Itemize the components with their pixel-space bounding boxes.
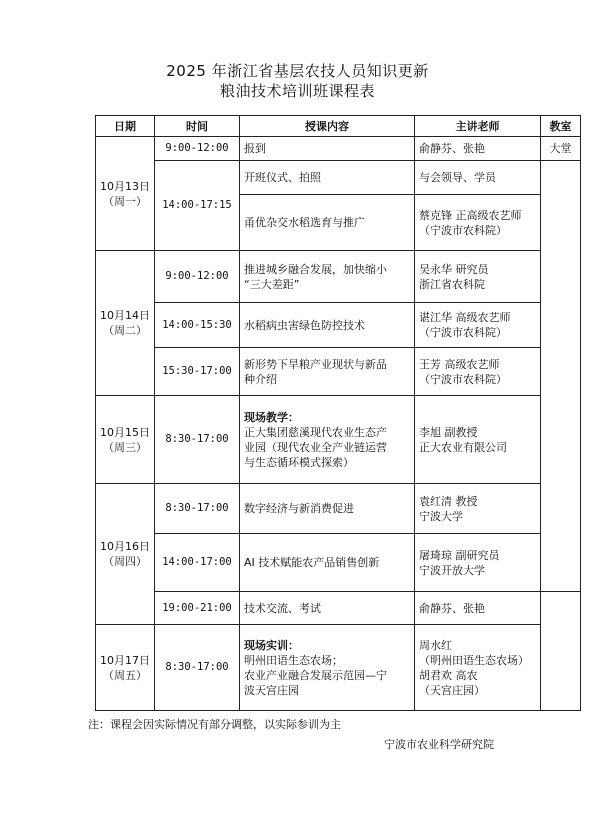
date-cell: [96, 137, 155, 251]
room-cell-empty: [541, 161, 581, 592]
header-date: 日期: [96, 116, 155, 137]
teacher-name: 吴永华 研究员: [419, 262, 489, 276]
date-label: 10月14日: [100, 309, 150, 322]
table-row: [96, 484, 581, 534]
content-cell: 开班仪式、拍照: [240, 161, 415, 195]
teacher-cell: [415, 534, 541, 592]
teacher-name: 周水红: [419, 638, 452, 652]
date-label: 10月16日: [100, 540, 150, 553]
page-title-line2: 粮油技术培训班课程表: [219, 82, 375, 100]
teacher-name: 蔡克锋 正高级农艺师: [419, 208, 522, 222]
teacher-name: 谌江华 高级农艺师: [419, 311, 511, 324]
time-cell: 15:30-17:00: [155, 348, 240, 396]
teacher-name: 李旭 副教授: [419, 425, 478, 439]
teacher-affiliation: （宁波市农科院）: [419, 326, 507, 339]
content-line: 正大集团慈溪现代农业生态产: [244, 425, 387, 439]
teacher-affiliation: 宁波开放大学: [419, 563, 485, 577]
content-line: “三大差距”: [244, 277, 300, 291]
teacher-name: 胡君欢 高农: [419, 668, 478, 682]
content-cell: [240, 625, 415, 711]
content-heading: 现场实训：: [244, 638, 299, 652]
content-line: 与生态循环模式探索）: [244, 455, 354, 469]
content-cell: [240, 348, 415, 396]
time-cell: 9:00-12:00: [155, 251, 240, 303]
teacher-affiliation: （明州田语生态农场）: [419, 653, 529, 667]
page-title-line1: 2025 年浙江省基层农技人员知识更新: [166, 62, 429, 80]
time-cell: 14:00-17:15: [155, 161, 240, 251]
content-line: 波天宫庄园: [244, 683, 299, 697]
date-label: 10月15日: [100, 425, 150, 439]
header-teacher: 主讲老师: [415, 116, 541, 137]
content-cell: 甬优杂交水稻选育与推广: [240, 195, 415, 251]
teacher-cell: [415, 484, 541, 534]
table-row: [96, 396, 581, 484]
teacher-cell: [415, 251, 541, 303]
content-cell: 水稻病虫害绿色防控技术: [240, 303, 415, 348]
date-cell: [96, 484, 155, 625]
content-line: 推进城乡融合发展，加快缩小: [244, 262, 387, 276]
table-row: [96, 303, 581, 348]
date-cell: [96, 396, 155, 484]
room-cell: 大堂: [541, 137, 581, 161]
teacher-name: 袁红清 教授: [419, 494, 478, 508]
teacher-name: 王芳 高级农艺师: [419, 357, 500, 371]
weekday-label: （周二）: [103, 324, 147, 337]
teacher-cell: [415, 348, 541, 396]
content-line: 新形势下旱粮产业现状与新品: [244, 357, 387, 371]
teacher-affiliation: （宁波市农科院）: [419, 372, 507, 386]
date-label: 10月13日: [100, 179, 150, 193]
table-row: [96, 161, 581, 195]
table-row: [96, 534, 581, 592]
teacher-cell: [415, 396, 541, 484]
time-cell: 19:00-21:00: [155, 592, 240, 625]
content-heading: 现场教学：: [244, 410, 299, 424]
content-cell: [240, 251, 415, 303]
time-cell: 9:00-12:00: [155, 137, 240, 161]
content-cell: 报到: [240, 137, 415, 161]
table-row: [96, 137, 581, 161]
time-cell: 8:30-17:00: [155, 484, 240, 534]
content-line: 明州田语生态农场；: [244, 653, 343, 667]
table-row: [96, 251, 581, 303]
weekday-label: （周一）: [103, 194, 147, 208]
time-cell: 14:00-17:00: [155, 534, 240, 592]
time-cell: 14:00-15:30: [155, 303, 240, 348]
content-line: 农业产业融合发展示范园—宁: [244, 668, 387, 682]
organizer: 宁波市农业科学研究院: [384, 738, 494, 751]
teacher-cell: [415, 303, 541, 348]
time-cell: 8:30-17:00: [155, 396, 240, 484]
content-cell: AI 技术赋能农产品销售创新: [240, 534, 415, 592]
content-cell: 技术交流、考试: [240, 592, 415, 625]
header-time: 时间: [155, 116, 240, 137]
content-cell: [240, 396, 415, 484]
date-label: 10月17日: [100, 653, 150, 667]
teacher-cell: 俞静芬、张艳: [415, 137, 541, 161]
teacher-name: 屠琦琼 副研究员: [419, 548, 500, 562]
date-cell: [96, 625, 155, 711]
table-header-row: [96, 116, 581, 137]
teacher-affiliation: （宁波市农科院）: [419, 223, 507, 237]
weekday-label: （周五）: [103, 668, 147, 682]
teacher-affiliation: 正大农业有限公司: [419, 440, 507, 454]
content-cell: 数字经济与新消费促进: [240, 484, 415, 534]
weekday-label: （周三）: [103, 440, 147, 454]
teacher-affiliation: 宁波大学: [419, 509, 463, 523]
date-cell: [96, 251, 155, 396]
content-line: 业园（现代农业全产业链运营: [244, 440, 387, 454]
teacher-cell: [415, 195, 541, 251]
table-row: [96, 592, 581, 625]
teacher-cell: [415, 625, 541, 711]
table-row: [96, 625, 581, 711]
header-content: 授课内容: [240, 116, 415, 137]
teacher-cell: 与会领导、学员: [415, 161, 541, 195]
schedule-table: [95, 115, 581, 711]
content-line: 种介绍: [244, 372, 277, 386]
header-room: 教室: [541, 116, 581, 137]
room-cell-empty: [541, 592, 581, 711]
teacher-affiliation: 浙江省农科院: [419, 277, 485, 291]
weekday-label: （周四）: [103, 555, 147, 568]
teacher-affiliation: （天宫庄园）: [419, 683, 485, 697]
time-cell: 8:30-17:00: [155, 625, 240, 711]
teacher-cell: 俞静芬、张艳: [415, 592, 541, 625]
footnote: 注：课程会因实际情况有部分调整，以实际参训为主: [88, 718, 341, 731]
table-row: [96, 348, 581, 396]
